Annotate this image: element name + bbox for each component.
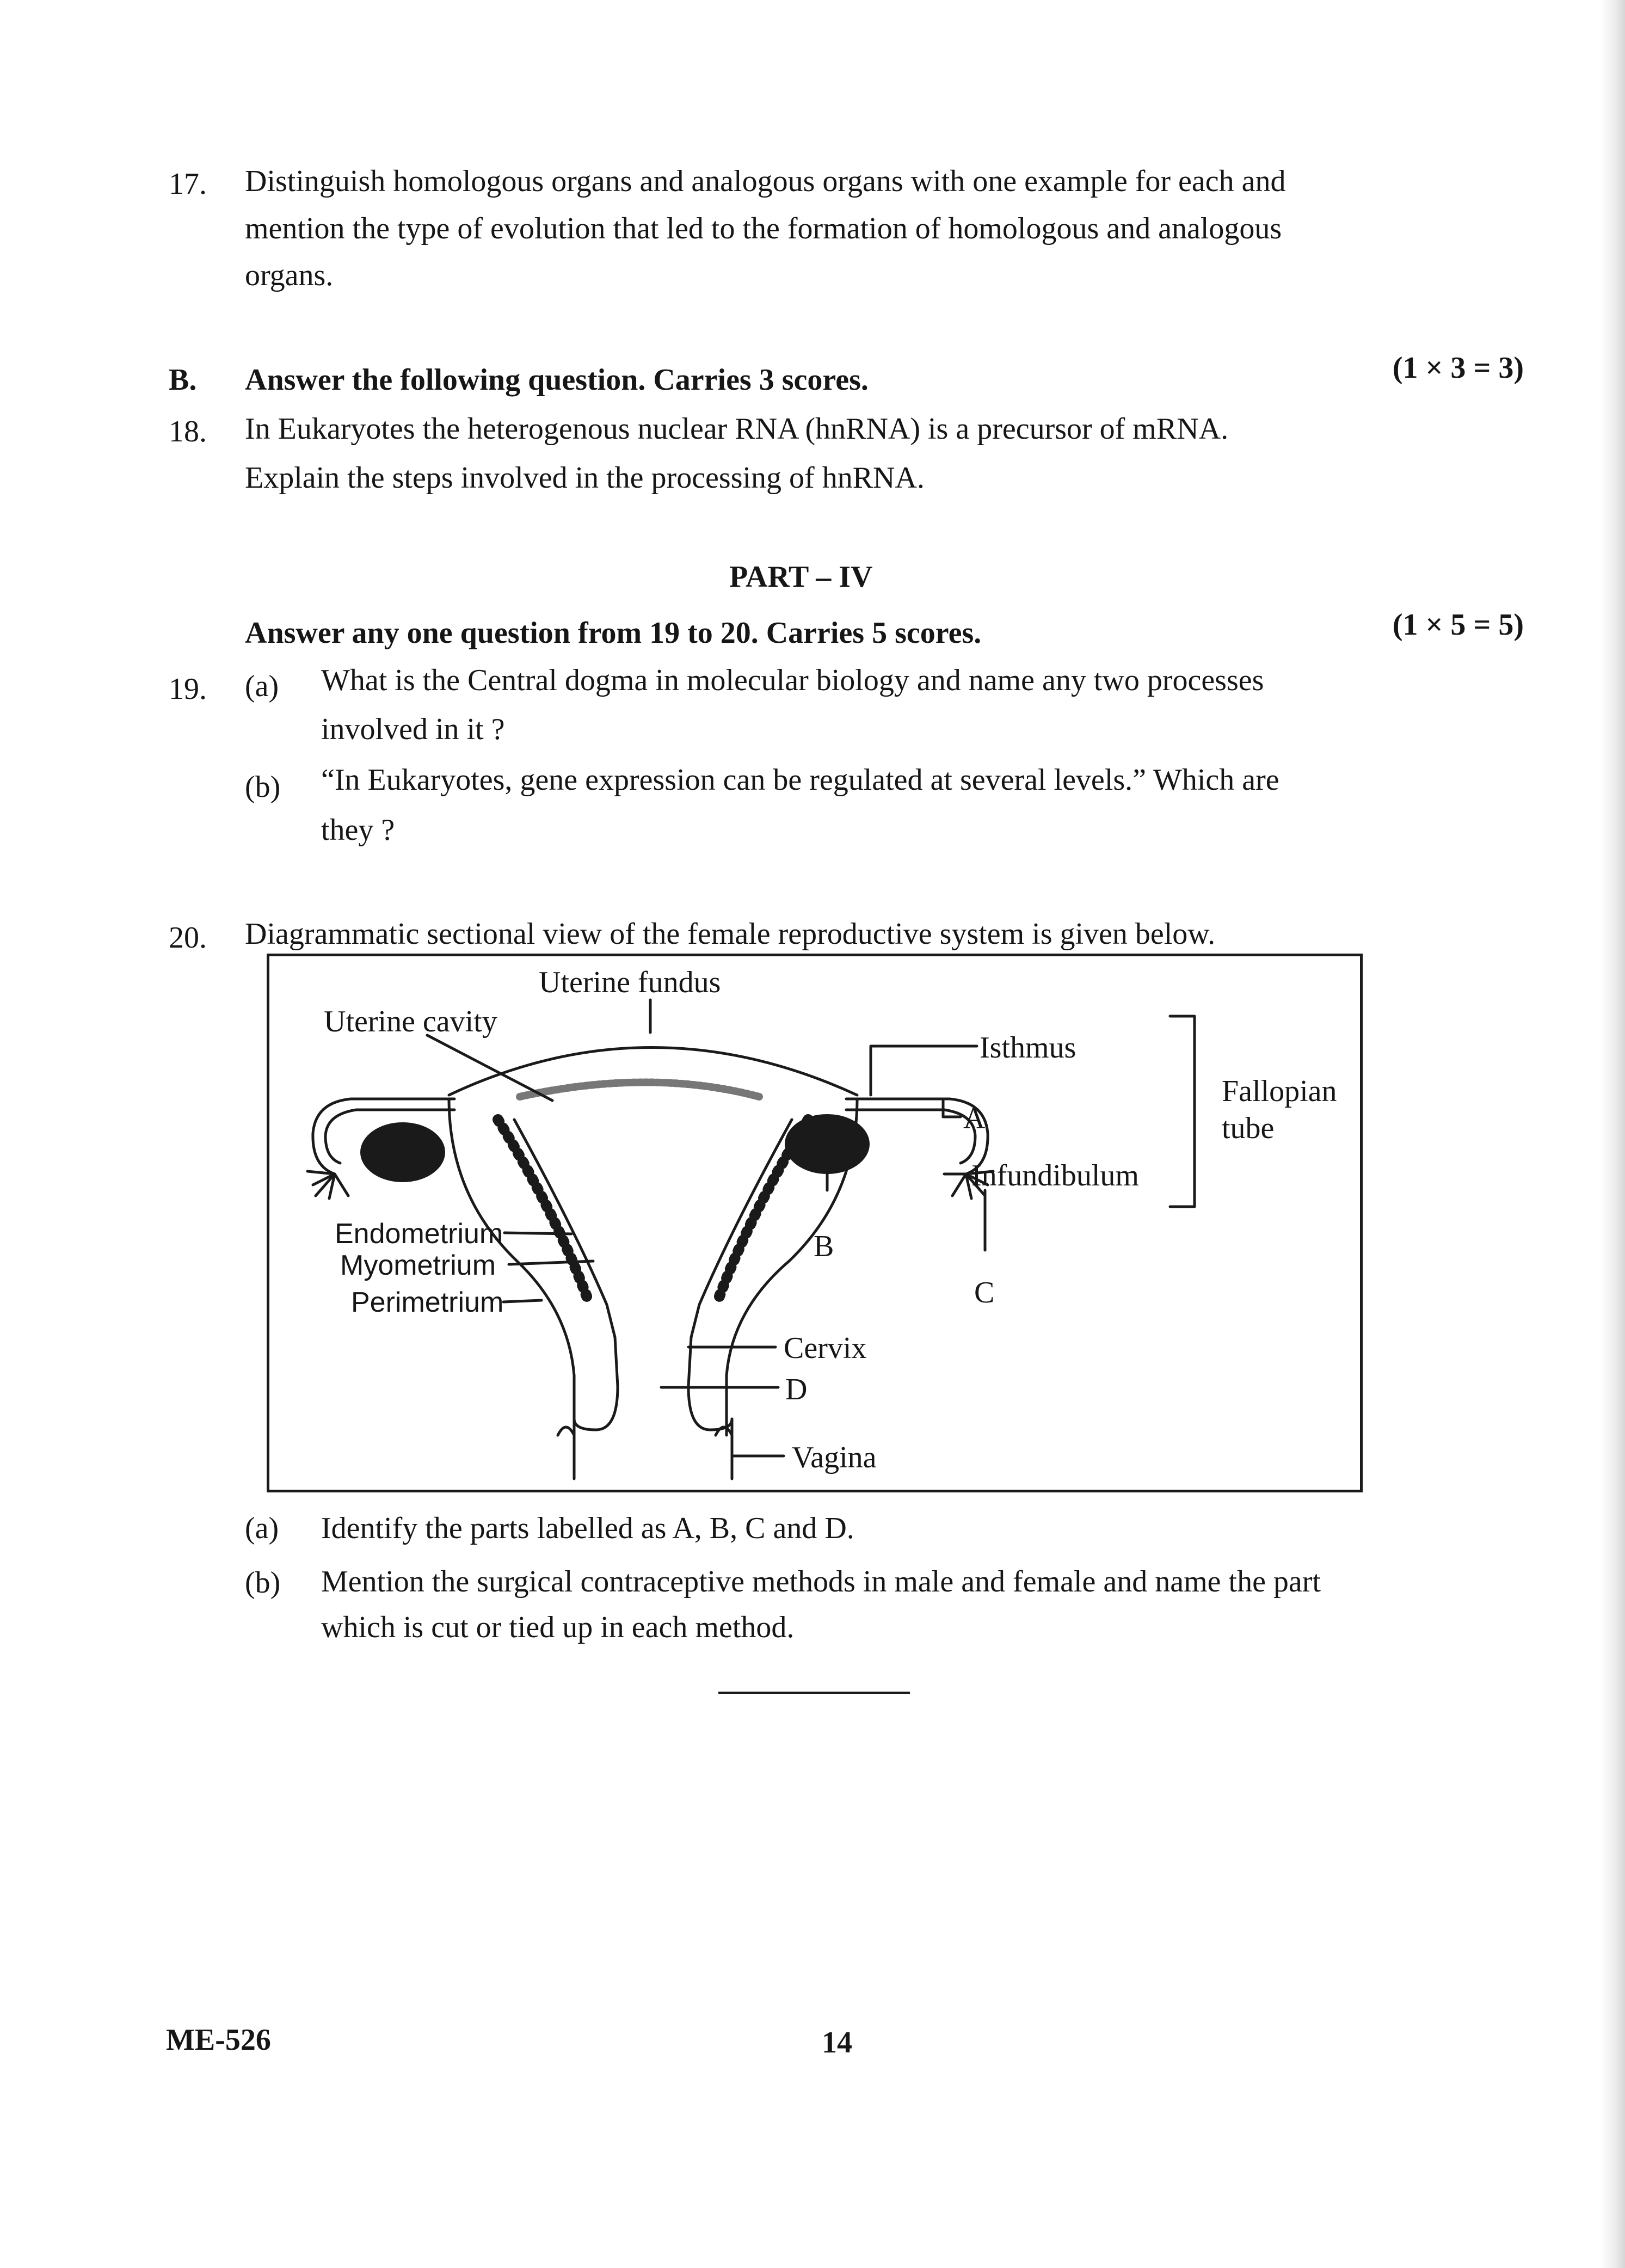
q20-b-line2: which is cut or tied up in each method. [321, 1611, 795, 1644]
q20-b-label: (b) [245, 1566, 281, 1600]
q17-line2: mention the type of evolution that led to the formation of homologous and analogous [245, 212, 1282, 245]
label-endometrium: Endometrium [335, 1218, 503, 1250]
q19-b-label: (b) [245, 770, 281, 804]
label-perimetrium: Perimetrium [351, 1287, 504, 1318]
part4-marks: (1 × 5 = 5) [1392, 608, 1524, 642]
reproductive-system-diagram [267, 954, 1363, 1492]
label-infundibulum: Infundibulum [971, 1159, 1139, 1193]
q19-a-line1: What is the Central dogma in molecular biology and name any two processes [321, 663, 1264, 697]
q19-a-label: (a) [245, 669, 279, 703]
cavity-right-line [691, 1120, 792, 1337]
label-tube: tube [1222, 1111, 1275, 1145]
section-b-label: B. [169, 363, 197, 397]
left-fimbriae [307, 1171, 348, 1198]
cervix-left [574, 1337, 618, 1430]
q19-number: 19. [169, 672, 207, 706]
label-vagina: Vagina [792, 1441, 877, 1474]
part4-title: PART – IV [729, 560, 873, 594]
uterine-cavity-shading [520, 1083, 759, 1097]
left-ovary [360, 1122, 445, 1182]
right-ovary [785, 1114, 870, 1174]
part4-instruction: Answer any one question from 19 to 20. Carries 5 scores. [245, 616, 982, 650]
label-myometrium: Myometrium [340, 1250, 496, 1281]
myometrium-pointer [509, 1261, 593, 1264]
perimetrium-pointer [503, 1300, 541, 1302]
q20-a-text: Identify the parts labelled as A, B, C and D. [321, 1511, 854, 1545]
end-rule [718, 1692, 910, 1694]
endometrium-pointer [504, 1233, 571, 1234]
q17-number: 17. [169, 167, 207, 201]
label-uterine-fundus: Uterine fundus [539, 966, 721, 999]
q18-number: 18. [169, 415, 207, 448]
q18-line1: In Eukaryotes the heterogenous nuclear RNA (hnRNA) is a precursor of mRNA. [245, 412, 1229, 446]
vagina-fold-left [558, 1427, 574, 1435]
label-fallopian: Fallopian [1222, 1074, 1337, 1108]
fallopian-bracket [1170, 1016, 1195, 1207]
footer-page-number: 14 [822, 2026, 852, 2060]
label-cervix: Cervix [784, 1331, 867, 1365]
q19-b-line2: they ? [321, 813, 395, 847]
label-uterine-cavity: Uterine cavity [324, 1005, 497, 1038]
fundus-dome [449, 1048, 857, 1096]
q20-intro: Diagrammatic sectional view of the female reproductive system is given below. [245, 917, 1216, 951]
label-isthmus: Isthmus [980, 1031, 1076, 1065]
label-c: C [974, 1276, 995, 1310]
scan-edge [1600, 0, 1625, 2268]
footer-code: ME-526 [166, 2023, 271, 2057]
cavity-left-line [514, 1120, 615, 1337]
q20-a-label: (a) [245, 1511, 279, 1545]
cavity-pointer [427, 1035, 552, 1101]
label-d: D [785, 1373, 808, 1406]
section-b-marks: (1 × 3 = 3) [1392, 351, 1524, 385]
q20-b-line1: Mention the surgical contraceptive methods in male and female and name the part [321, 1565, 1321, 1599]
q19-a-line2: involved in it ? [321, 712, 505, 746]
q17-line1: Distinguish homologous organs and analogous organs with one example for each and [245, 164, 1286, 198]
section-b-instruction: Answer the following question. Carries 3 scores. [245, 363, 869, 397]
label-a: A [963, 1102, 986, 1135]
q18-line2: Explain the steps involved in the processing of hnRNA. [245, 461, 925, 495]
left-endometrium-glands [498, 1120, 588, 1299]
q17-line3: organs. [245, 259, 334, 292]
isthmus-pointer [871, 1046, 977, 1095]
label-b: B [814, 1230, 834, 1263]
q19-b-line1: “In Eukaryotes, gene expression can be regulated at several levels.” Which are [321, 763, 1279, 797]
q20-number: 20. [169, 921, 207, 955]
